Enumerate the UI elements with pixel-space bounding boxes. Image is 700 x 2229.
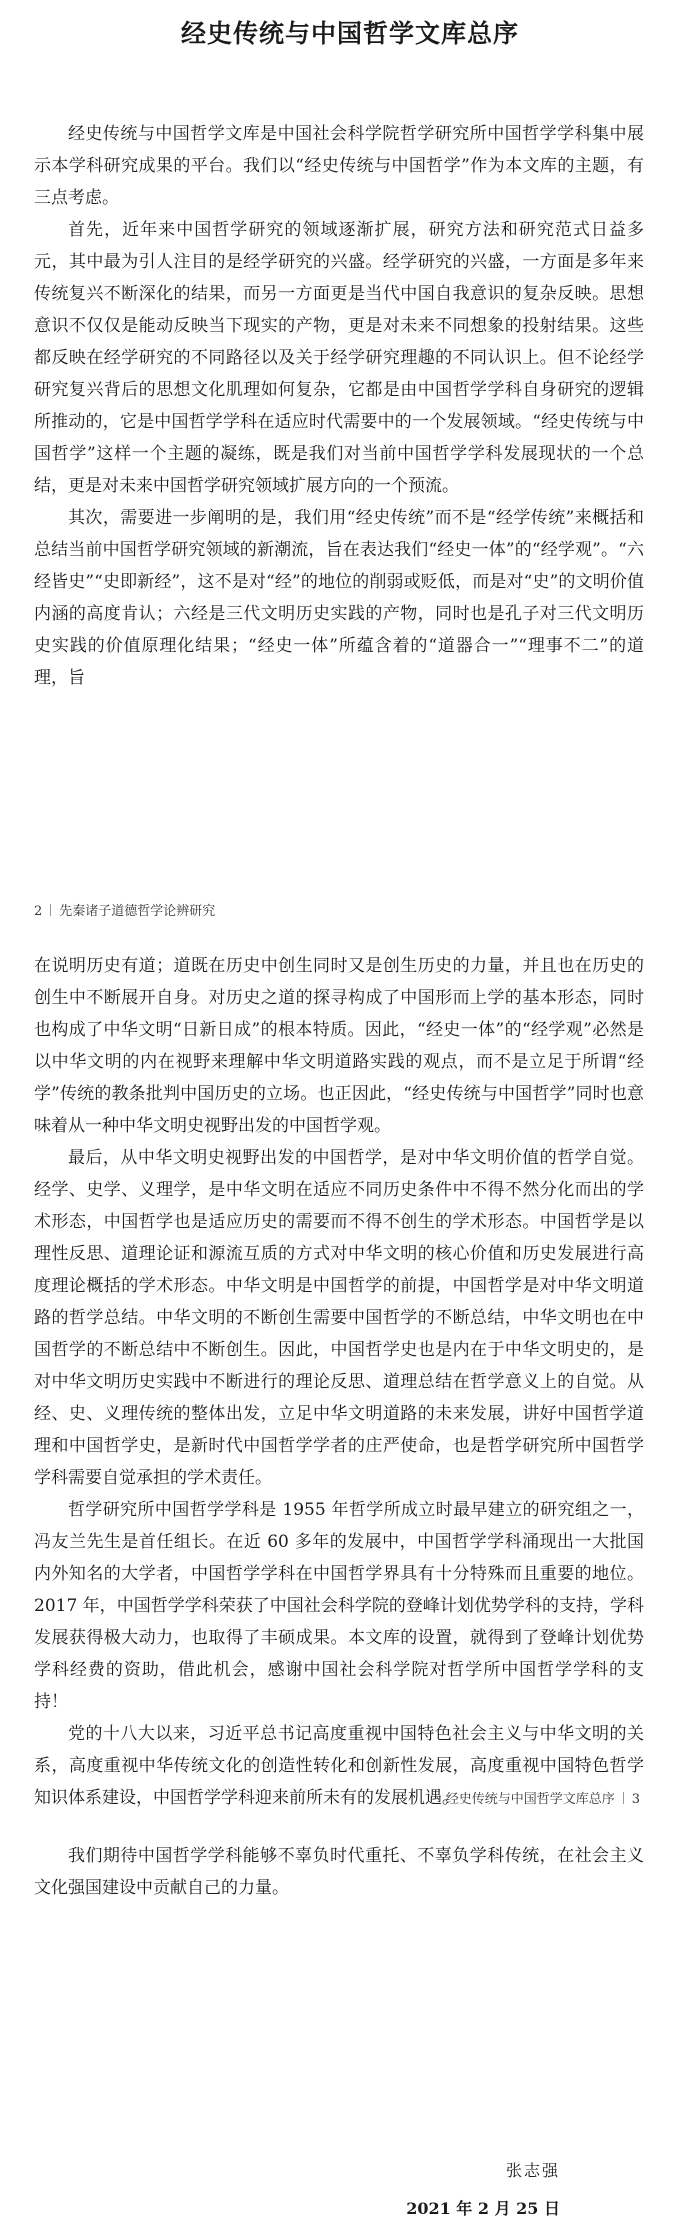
running-header [34,900,215,919]
running-head-title: 先秦诸子道德哲学论辨研究 [59,904,216,919]
paragraph: 在说明历史有道；道既在历史中创生同时又是创生历史的力量，并且也在历史的创生中不断展开自身。对历史之道的探寻构成了中国形而上学的基本形态，同时也构成了中华文明“日新日成”的根本特质。因此，“经史一体”的“经学观”必然是以中华文明的内在视野来理解中华文明道路实践的观点，而不是立足于所谓“经学”传统的教条批判中国历史的立场。也正因此，“经史传统与中国哲学”同时也意味着从一种中华文明史视野出发的中国哲学观。 [34,956,644,1136]
paragraph: 哲学研究所中国哲学学科是 1955 年哲学所成立时最早建立的研究组之一，冯友兰先生是首任组长。在近 60 多年的发展中，中国哲学学科涌现出一大批国内外知名的大学者，中国哲学学科在中国哲学界具有十分特殊而且重要的地位。2017 年，中国哲学学科荣获了中国社会科学院的登峰计划优势学科的支持，学科发展获得极大动力，也取得了丰硕成果。本文库的设置，就得到了登峰计划优势学科经费的资助，借此机会，感谢中国社会科学院对哲学所中国哲学学科的支持！ [34,1500,644,1712]
paragraph: 其次，需要进一步阐明的是，我们用“经史传统”而不是“经学传统”来概括和总结当前中国哲学研究领域的新潮流，旨在表达我们“经史一体”的“经学观”。“六经皆史”“史即新经”，这不是对“经”的地位的削弱或贬低，而是对“史”的文明价值内涵的高度肯认；六经是三代文明历史实践的产物，同时也是孔子对三代文明历史实践的价值原理化结果；“经史一体”所蕴含着的“道器合一”“理事不二”的道理，旨 [34,508,644,688]
paragraph: 首先，近年来中国哲学研究的领域逐渐扩展，研究方法和研究范式日益多元，其中最为引人注目的是经学研究的兴盛。经学研究的兴盛，一方面是多年来传统复兴不断深化的结果，而另一方面更是当代中国自我意识的复杂反映。思想意识不仅仅是能动反映当下现实的产物，更是对未来不同想象的投射结果。这些都反映在经学研究的不同路径以及关于经学研究理趣的不同认识上。但不论经学研究复兴背后的思想文化肌理如何复杂，它都是由中国哲学学科自身研究的逻辑所推动的，它是中国哲学学科在适应时代需要中的一个发展领域。“经史传统与中国哲学”这样一个主题的凝练，既是我们对当前中国哲学学科发展现状的一个总结，更是对未来中国哲学研究领域扩展方向的一个预流。 [34,220,644,496]
paragraph: 最后，从中华文明史视野出发的中国哲学，是对中华文明价值的哲学自觉。经学、史学、义理学，是中华文明在适应不同历史条件中不得不然分化而出的学术形态，中国哲学也是适应历史的需要而不得不创生的学术形态。中国哲学是以理性反思、道理论证和源流互质的方式对中华文明的核心价值和历史发展进行高度理论概括的学术形态。中华文明是中国哲学的前提，中国哲学是对中华文明道路的哲学总结。中华文明的不断创生需要中国哲学的不断总结，中华文明也在中国哲学的不断总结中不断创生。因此，中国哲学史也是内在于中华文明史的，是对中华文明历史实践中不断进行的理论反思、道理总结在哲学意义上的自觉。从经、史、义理传统的整体出发，立足中华文明道路的未来发展，讲好中国哲学道理和中国哲学史，是新时代中国哲学学者的庄严使命，也是哲学研究所中国哲学学科需要自觉承担的学术责任。 [34,1148,644,1488]
header-divider [50,904,51,916]
signature: 张志强 [505,2161,560,2180]
paragraph: 党的十八大以来，习近平总书记高度重视中国特色社会主义与中华文明的关系，高度重视中华传统文化的创造性转化和创新性发展，高度重视中国特色哲学知识体系建设，中国哲学学科迎来前所未有的发展机遇。 [34,1724,644,1808]
running-header [446,1788,640,1807]
document-title: 经史传统与中国哲学文库总序 [180,19,519,48]
paragraph: 经史传统与中国哲学文库是中国社会科学院哲学研究所中国哲学学科集中展示本学科研究成果的平台。我们以“经史传统与中国哲学”作为本文库的主题，有三点考虑。 [34,124,644,208]
page2-body [34,950,644,1814]
header-divider [623,1792,624,1804]
signature-date: 2021 年 2 月 25 日 [406,2199,560,2218]
page-number: 3 [631,1792,640,1807]
page3-body [34,1840,644,1904]
page-number: 2 [34,904,43,919]
page1-body [34,118,644,694]
running-head-title: 经史传统与中国哲学文库总序 [445,1792,615,1807]
paragraph: 我们期待中国哲学学科能够不辜负时代重托、不辜负学科传统，在社会主义文化强国建设中贡献自己的力量。 [34,1846,644,1898]
